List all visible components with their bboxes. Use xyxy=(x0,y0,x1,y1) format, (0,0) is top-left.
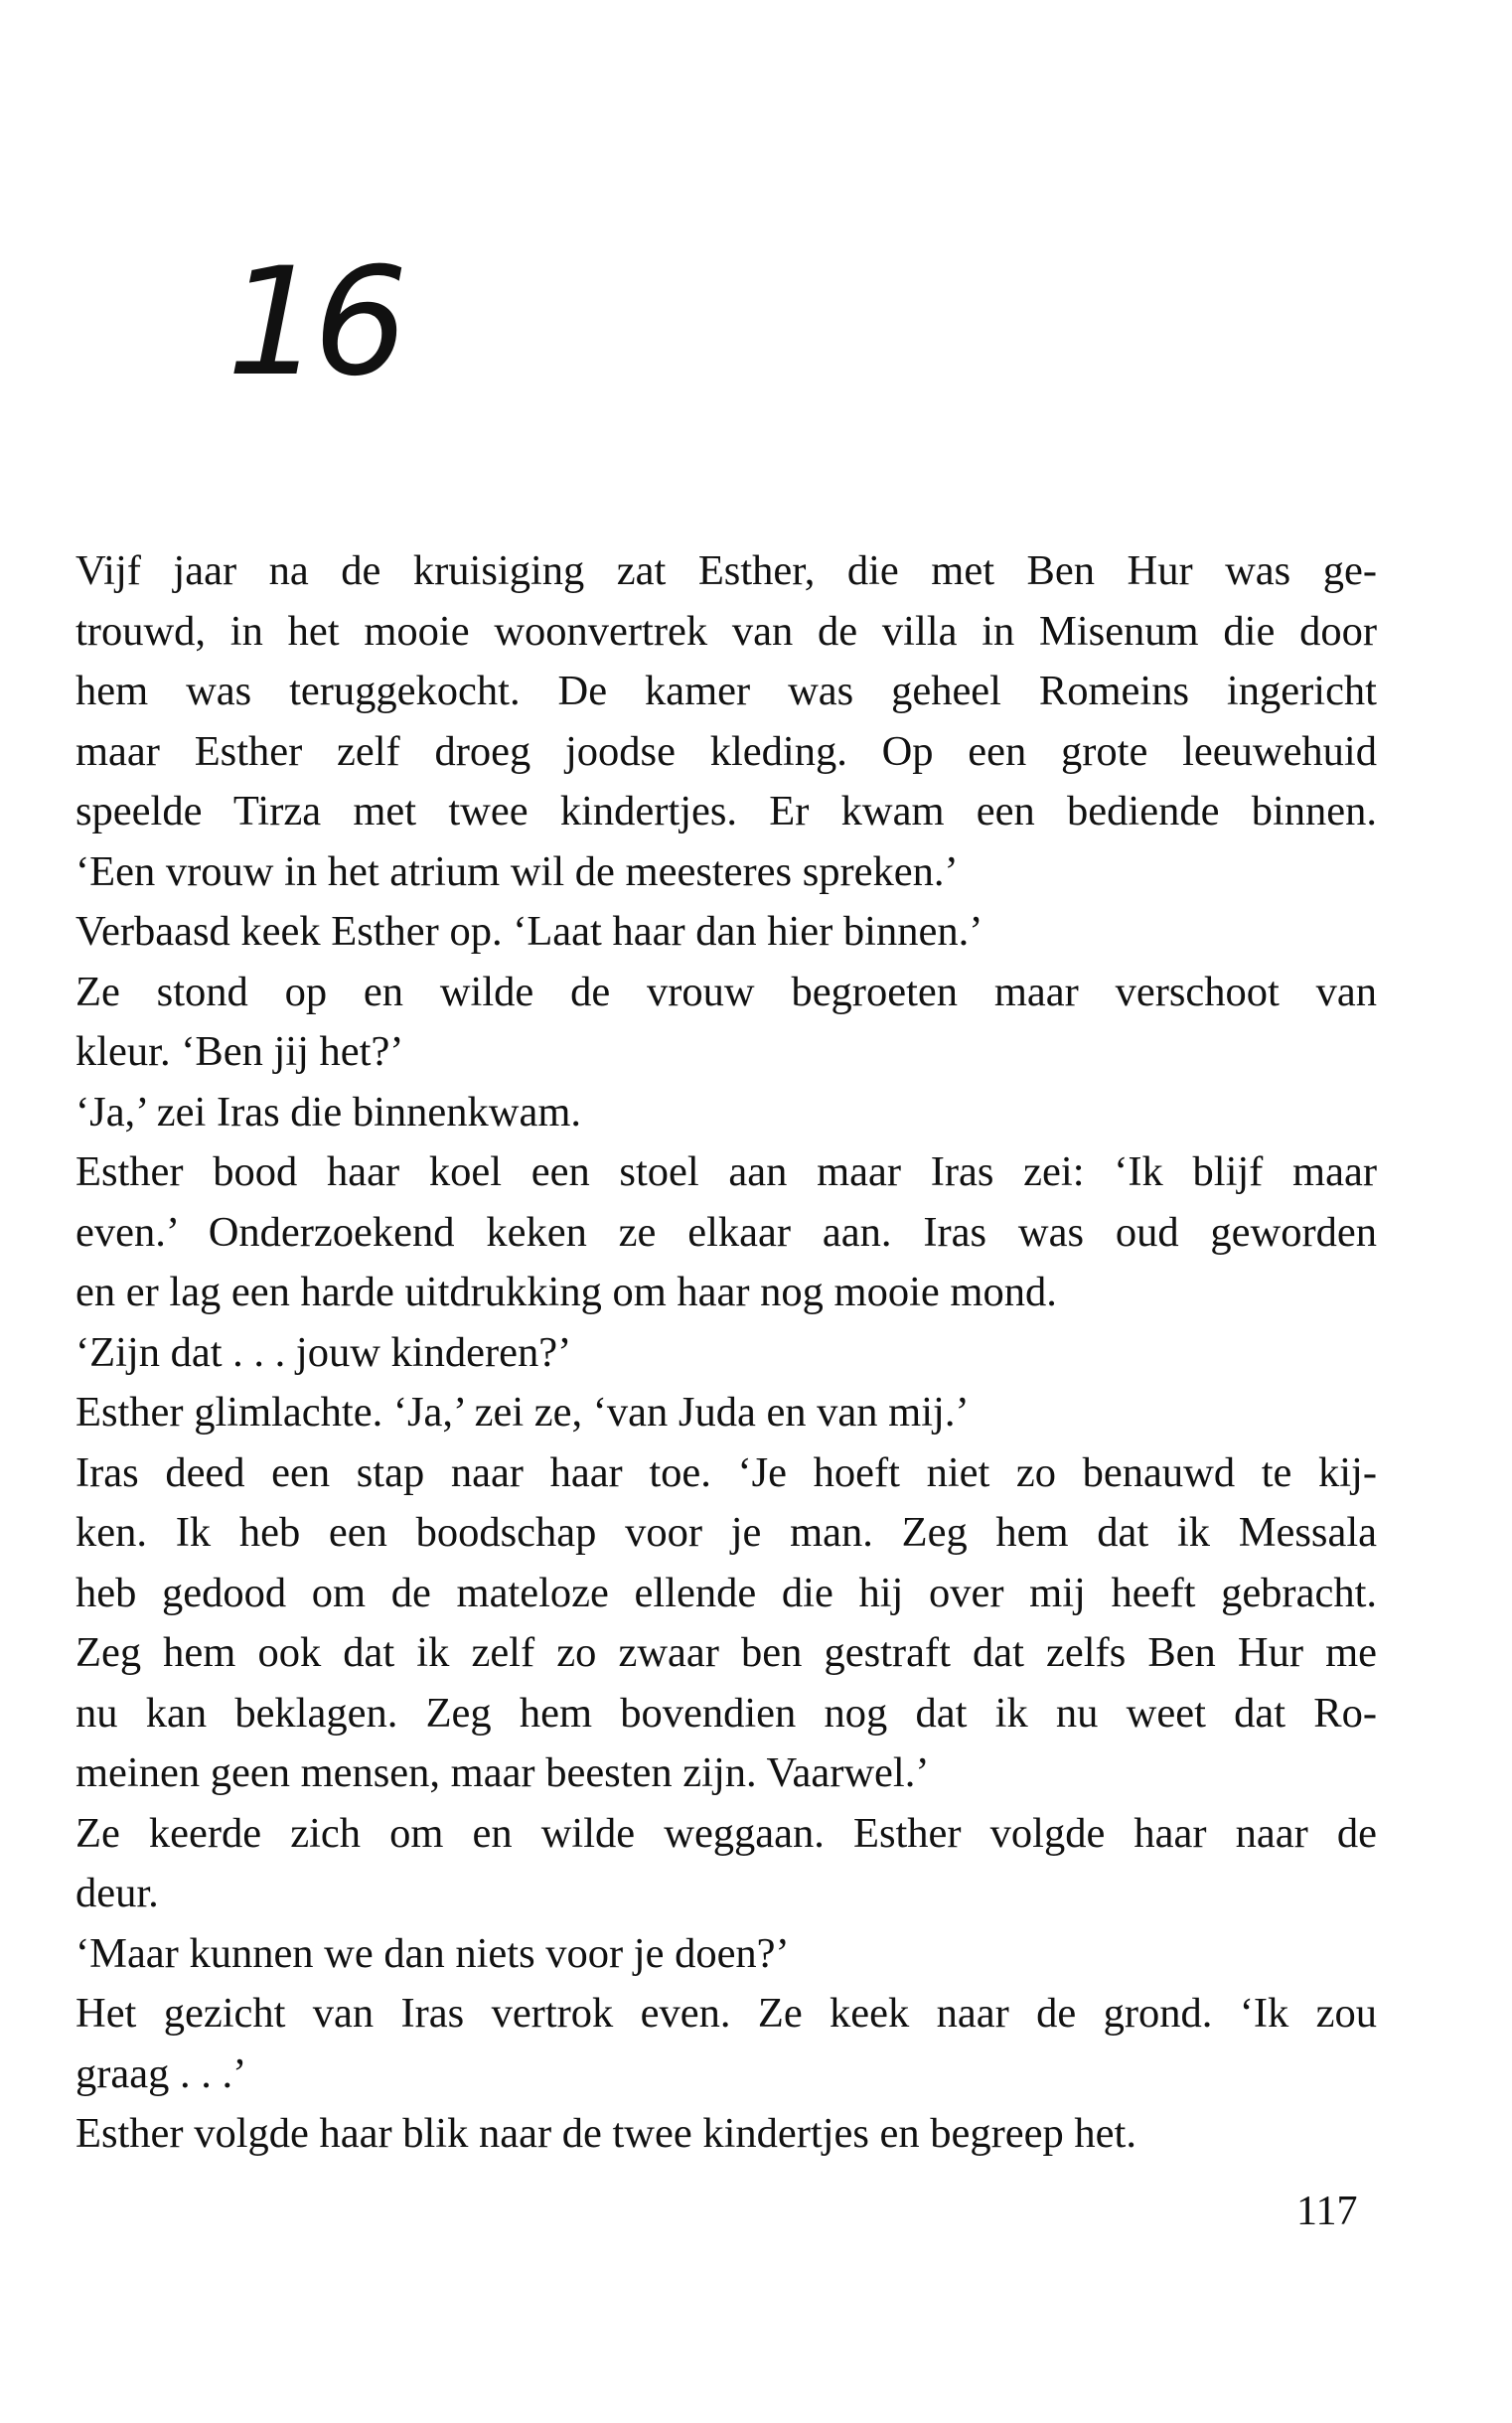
text-line: trouwd, in het mooie woonvertrek van de villa in Misenum die door xyxy=(76,607,1377,655)
text-line: maar Esther zelf droeg joodse kleding. Op een grote leeuwehuid xyxy=(76,727,1377,775)
text-line: meinen geen mensen, maar beesten zijn. Vaarwel.’ xyxy=(76,1749,930,1796)
text-line: Esther glimlachte. ‘Ja,’ zei ze, ‘van Juda en van mij.’ xyxy=(76,1389,970,1436)
text-line: Esther volgde haar blik naar de twee kindertjes en begreep het. xyxy=(76,2110,1136,2157)
chapter-body-text xyxy=(76,541,1377,2165)
text-line: ‘Een vrouw in het atrium wil de meesteres spreken.’ xyxy=(76,847,959,895)
text-line: kleur. ‘Ben jij het?’ xyxy=(76,1028,404,1075)
text-line: Esther bood haar koel een stoel aan maar Iras zei: ‘Ik blijf maar xyxy=(76,1148,1377,1195)
text-line: ‘Ja,’ zei Iras die binnenkwam. xyxy=(76,1088,582,1136)
text-line: Ze stond op en wilde de vrouw begroeten maar verschoot van xyxy=(76,968,1377,1015)
text-line: ‘Zijn dat . . . jouw kinderen?’ xyxy=(76,1328,572,1376)
text-line: Verbaasd keek Esther op. ‘Laat haar dan hier binnen.’ xyxy=(76,908,983,955)
text-line: Het gezicht van Iras vertrok even. Ze keek naar de grond. ‘Ik zou xyxy=(76,1990,1377,2037)
text-line: deur. xyxy=(76,1870,159,1916)
text-line: en er lag een harde uitdrukking om haar nog mooie mond. xyxy=(76,1269,1057,1315)
text-line: even.’ Onderzoekend keken ze elkaar aan. Iras was oud geworden xyxy=(76,1208,1377,1256)
text-line: Zeg hem ook dat ik zelf zo zwaar ben gestraft dat zelfs Ben Hur me xyxy=(76,1629,1377,1676)
text-line: graag . . .’ xyxy=(76,2049,247,2097)
page-number: 117 xyxy=(1296,2189,1358,2234)
text-line: speelde Tirza met twee kindertjes. Er kwam een bediende binnen. xyxy=(76,788,1377,834)
text-line: hem was teruggekocht. De kamer was geheel Romeins ingericht xyxy=(76,668,1377,714)
text-line: nu kan beklagen. Zeg hem bovendien nog dat ik nu weet dat Ro- xyxy=(76,1689,1377,1737)
text-line: heb gedood om de mateloze ellende die hij over mij heeft gebracht. xyxy=(76,1569,1377,1616)
text-line: Ze keerde zich om en wilde weggaan. Esther volgde haar naar de xyxy=(76,1809,1377,1857)
chapter-number: 16 xyxy=(227,236,400,409)
text-line: Vijf jaar na de kruisiging zat Esther, die met Ben Hur was ge- xyxy=(76,547,1377,594)
text-line: ken. Ik heb een boodschap voor je man. Zeg hem dat ik Messala xyxy=(76,1509,1377,1556)
text-line: Iras deed een stap naar haar toe. ‘Je hoeft niet zo benauwd te kij- xyxy=(76,1448,1377,1496)
text-line: ‘Maar kunnen we dan niets voor je doen?’ xyxy=(76,1929,790,1977)
